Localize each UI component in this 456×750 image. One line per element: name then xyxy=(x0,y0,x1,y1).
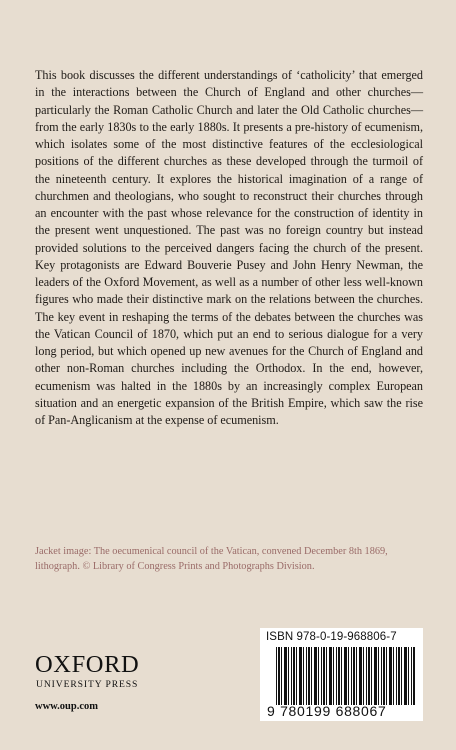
barcode-icon xyxy=(276,647,416,705)
blurb-text: This book discusses the different understandings of ‘catholicity’ that emerged in the interactions between the Church of England and other churches—particularly the Roman Catholic Church and later the Old Catholic churches—from the early 1830s to the early 1880s. It presents a pre-history of ecumenism, which isolates some of the most distinctive features of the ecclesiological positions of the different churches as these developed through the turmoil of the nineteenth century. It explores the historical imagination of a range of churchmen and theologians, who sought to reconstruct their churches through an encounter with the past whose relevance for the construction of identity in the present went unquestioned. The past was no foreign country but instead provided solutions to the perceived dangers facing the church of the present. Key protagonists are Edward Bouverie Pusey and John Henry Newman, the leaders of the Oxford Movement, as well as a number of other less well-known figures who made their distinctive mark on the relations between the churches. The key event in reshaping the terms of the debates between the churches was the Vatican Council of 1870, which put an end to serious dialogue for a very long period, but which opened up new avenues for the Church of England and other non-Roman churches including the Orthodox. In the end, however, ecumenism was halted in the 1880s by an increasingly complex European situation and an energetic expansion of the British Empire, which saw the rise of Pan-Anglicanism at the expense of ecumenism. xyxy=(35,68,423,427)
isbn-label: ISBN 978-0-19-968806-7 xyxy=(266,631,397,643)
barcode-digits: 9 780199 688067 xyxy=(267,703,387,719)
website-link[interactable]: www.oup.com xyxy=(35,701,99,712)
publisher-logo xyxy=(35,652,163,691)
jacket-image-credit: Jacket image: The oecumenical council of the Vatican, convened December 8th 1869, lithograph. © Library of Congress Prints and Photographs Division. xyxy=(35,546,388,572)
publisher-name: OXFORD xyxy=(35,651,140,678)
isbn-barcode-box xyxy=(260,628,423,721)
publisher-subtitle: UNIVERSITY PRESS xyxy=(36,679,139,690)
